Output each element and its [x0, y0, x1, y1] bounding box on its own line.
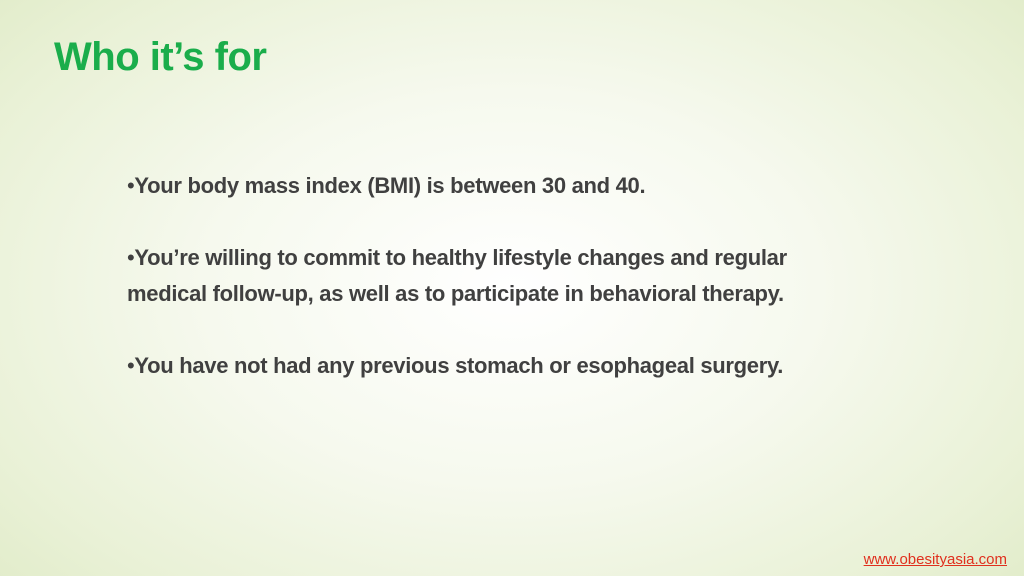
bullet-item-commitment	[127, 240, 827, 312]
bullet-item-surgery-history	[127, 348, 817, 384]
bullet-marker: •	[127, 245, 135, 270]
website-link[interactable]: www.obesityasia.com	[863, 551, 1007, 568]
bullet-text-bmi: Your body mass index (BMI) is between 30 and 40.	[134, 173, 646, 198]
bullet-text-surgery-history: You have not had any previous stomach or esophageal surgery.	[134, 353, 784, 378]
bullet-text-commitment: You’re willing to commit to healthy lifestyle changes and regular medical follow-up, as well as to participate in behavioral therapy.	[127, 245, 787, 306]
slide-title: Who it’s for	[54, 35, 267, 79]
bullet-list	[127, 168, 847, 420]
bullet-marker: •	[127, 353, 135, 378]
bullet-marker: •	[127, 173, 135, 198]
bullet-item-bmi	[127, 168, 847, 204]
